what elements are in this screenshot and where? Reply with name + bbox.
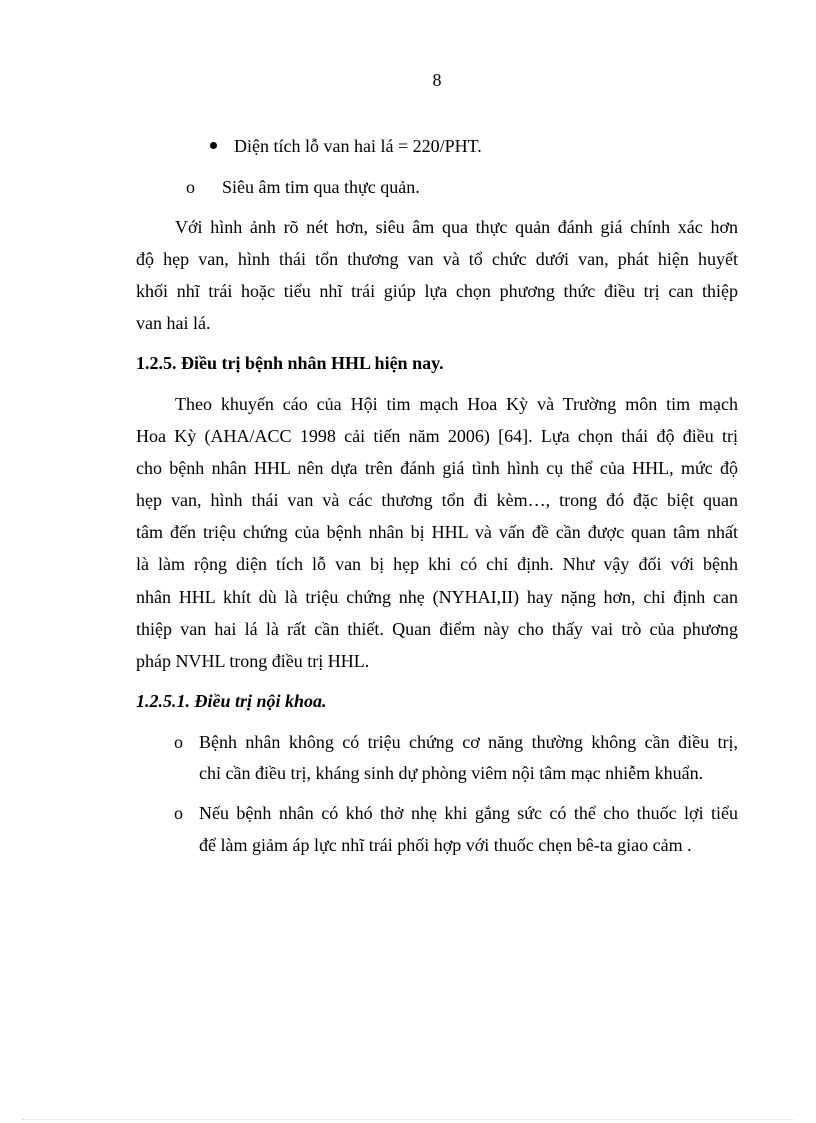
bullet-o-icon: o [174,803,183,823]
paragraph-line: Hoa Kỳ (AHA/ACC 1998 cải tiến năm 2006) [64]. Lựa chọn thái độ điều trị [136,426,738,446]
paragraph-line: cho bệnh nhân HHL nên dựa trên đánh giá tình hình cụ thể của HHL, mức độ [136,458,738,478]
list-item-line: Bệnh nhân không có triệu chứng cơ năng thường không cần điều trị, [199,732,738,752]
paragraph-line: Theo khuyến cáo của Hội tim mạch Hoa Kỳ và Trường môn tim mạch [175,394,738,414]
paragraph-line: Với hình ảnh rõ nét hơn, siêu âm qua thực quản đánh giá chính xác hơn [175,217,738,237]
paragraph-line: hẹp van, hình thái van và các thương tổn đi kèm…, trong đó đặc biệt quan [136,490,738,510]
paragraph-line: van hai lá. [136,313,211,333]
subsection-heading: 1.2.5.1. Điều trị nội khoa. [136,691,327,711]
bullet-dot-icon [210,142,217,149]
list-item-line: Nếu bệnh nhân có khó thở nhẹ khi gắng sức có thể cho thuốc lợi tiểu [199,803,738,823]
paragraph-line: là làm rộng diện tích lỗ van bị hẹp khi có chỉ định. Như vậy đối với bệnh [136,554,738,574]
page-number: 8 [432,70,442,90]
list-item-line: để làm giảm áp lực nhĩ trái phối hợp với thuốc chẹn bê-ta giao cảm . [199,835,692,855]
paragraph-line: độ hẹp van, hình thái tổn thương van và tổ chức dưới van, phát hiện huyết [136,249,738,269]
footer-divider [22,1119,794,1120]
list-item-line: chỉ cần điều trị, kháng sinh dự phòng viêm nội tâm mạc nhiễm khuẩn. [199,763,704,783]
paragraph-line: tâm đến triệu chứng của bệnh nhân bị HHL và vấn đề cần được quan tâm nhất [136,522,738,542]
paragraph-line: khối nhĩ trái hoặc tiểu nhĩ trái giúp lựa chọn phương thức điều trị can thiệp [136,281,738,301]
bullet-o-icon: o [186,177,195,197]
bullet-o-icon: o [174,732,183,752]
section-heading: 1.2.5. Điều trị bệnh nhân HHL hiện nay. [136,353,444,373]
paragraph-line: pháp NVHL trong điều trị HHL. [136,651,370,671]
paragraph-line: thiệp van hai lá là rất cần thiết. Quan điểm này cho thấy vai trò của phương [136,619,738,639]
bullet-item-text: Diện tích lỗ van hai lá = 220/PHT. [234,136,482,156]
paragraph-line: nhân HHL khít dù là triệu chứng nhẹ (NYHAI,II) hay nặng hơn, chỉ định can [136,587,738,607]
bullet-item-text: Siêu âm tim qua thực quản. [222,177,420,197]
